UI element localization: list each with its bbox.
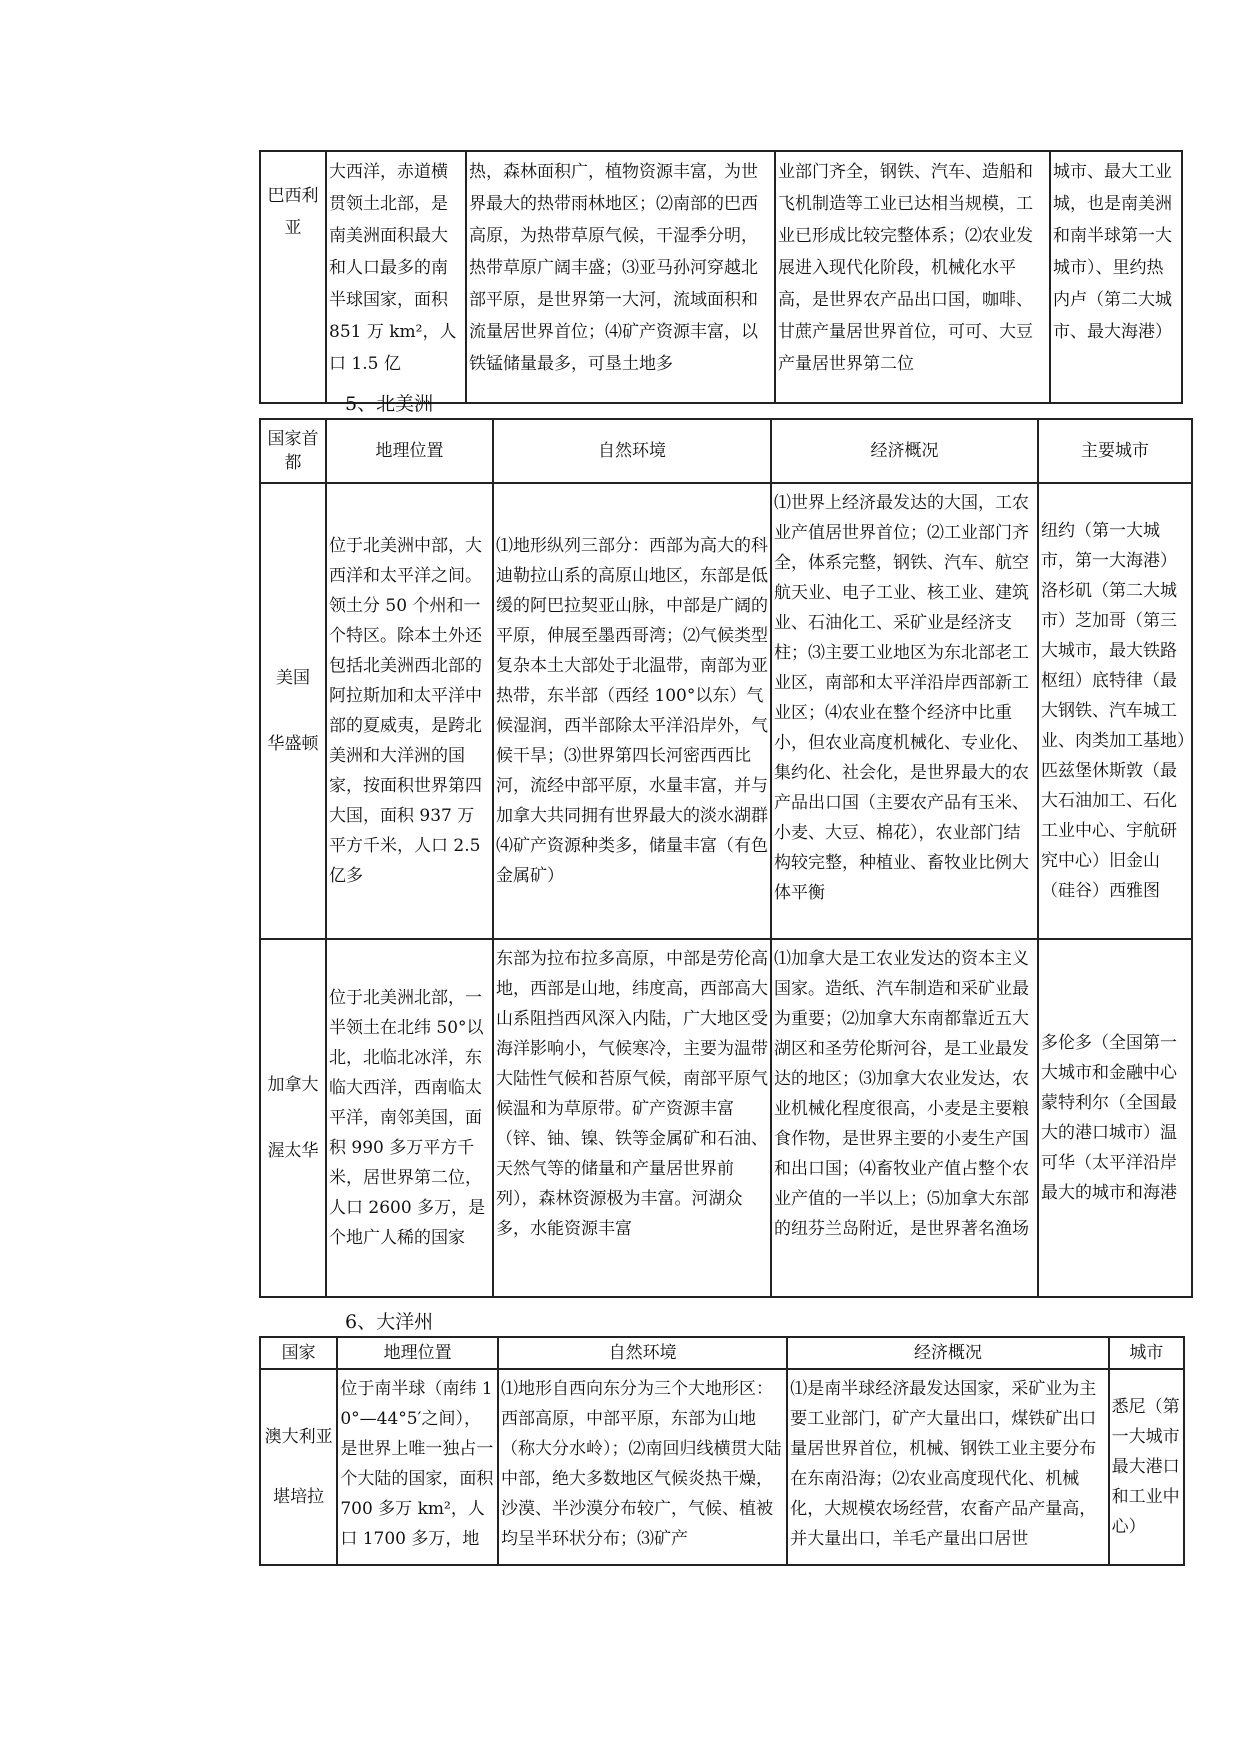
- table-header-row: [260, 419, 1192, 483]
- nature-cell: ⑴地形自西向东分为三个大地形区：西部高原，中部平原，东部为山地（称大分水岭）；⑵南回归线横贯大陆中部，绝大多数地区气候炎热干燥，沙漠、半沙漠分布较广，气候、植被均呈半环状分布；⑶矿产: [498, 1369, 787, 1565]
- nature-cell: 东部为拉布拉多高原，中部是劳伦高地，西部是山地，纬度高，西部高大山系阻挡西风深入内陆，广大地区受海洋影响小，气候寒冷，主要为温带大陆性气候和苔原气候，南部平原气候温和为草原带。矿产资源丰富（锌、铀、镍、铁等金属矿和石油、天然气等的储量和产量居世界前列），森林资源极为丰富。河湖众多，水能资源丰富: [493, 939, 771, 1297]
- header-cities: 主要城市: [1038, 419, 1192, 483]
- country-cell: [260, 939, 326, 1297]
- country-name: 加拿大: [267, 1075, 319, 1095]
- nature-cell: ⑴地形纵列三部分：西部为高大的科迪勒拉山系的高原山地区，东部是低缓的阿巴拉契亚山脉，中部是广阔的平原，伸展至墨西哥湾；⑵气候类型复杂本土大部处于北温带，南部为亚热带，东半部（西经 100°以东）气候湿润，西半部除太平洋沿岸外，气候干旱；⑶世界第四长河密西西比河，流经中部平原，水量丰富，并与加拿大共同拥有世界最大的淡水湖群⑷矿产资源种类多，储量丰富（有色金属矿）: [493, 483, 771, 939]
- location-cell: 位于北美洲北部，一半领土在北纬 50°以北，北临北冰洋，东临大西洋，西南临太平洋，南邻美国，面积 990 多万平方千米，居世界第二位，人口 2600 多万，是个地广人稀的国家: [326, 939, 493, 1297]
- economy-cell: 业部门齐全，钢铁、汽车、造船和飞机制造等工业已达相当规模，工业已形成比较完整体系；⑵农业发展进入现代化阶段，机械化水平高，是世界农产品出口国，咖啡、甘蔗产量居世界首位，可可、大豆产量居世界第二位: [775, 151, 1050, 403]
- cities-cell: 多伦多（全国第一大城市和金融中心蒙特利尔（全国最大的港口城市）温可华（太平洋沿岸最大的城市和海港: [1038, 939, 1192, 1297]
- location-cell: 大西洋，赤道横贯领土北部，是南美洲面积最大和人口最多的南半球国家，面积 851 万 km²，人口 1.5 亿: [326, 151, 466, 403]
- table-header-row: [260, 1337, 1184, 1369]
- capital-name: 华盛顿: [267, 734, 319, 754]
- economy-cell: ⑴是南半球经济最发达国家，采矿业为主要工业部门，矿产大量出口，煤铁矿出口量居世界首位，机械、钢铁工业主要分布在东南沿海；⑵农业高度现代化、机械化，大规模农场经营，农畜产品产量高，并大量出口，羊毛产量出口居世: [787, 1369, 1108, 1565]
- south-america-table: [259, 150, 1183, 404]
- header-country: 国家首都: [260, 419, 326, 483]
- location-cell: 位于北美洲中部，大西洋和太平洋之间。领土分 50 个州和一个特区。除本土外还包括北美洲西北部的阿拉斯加和太平洋中部的夏威夷，是跨北美洲和大洋洲的国家，按面积世界第四大国，面积 937 万平方千米，人口 2.5 亿多: [326, 483, 493, 939]
- economy-cell: ⑴世界上经济最发达的大国，工农业产值居世界首位；⑵工业部门齐全，体系完整，钢铁、汽车、航空航天业、电子工业、核工业、建筑业、石油化工、采矿业是经济支柱；⑶主要工业地区为东北部老工业区，南部和太平洋沿岸西部新工业区；⑷农业在整个经济中比重小，但农业高度机械化、专业化、集约化、社会化，是世界最大的农产品出口国（主要农产品有玉米、小麦、大豆、棉花），农业部门结构较完整，种植业、畜牧业比例大体平衡: [771, 483, 1038, 939]
- cities-cell: 纽约（第一大城市，第一大海港）洛杉矶（第二大城市）芝加哥（第三大城市，最大铁路枢纽）底特律（最大钢铁、汽车城工业、肉类加工基地）匹兹堡休斯敦（最大石油加工、石化工业中心、宇航研究中心）旧金山（硅谷）西雅图: [1038, 483, 1192, 939]
- country-cell: [260, 1369, 337, 1565]
- nature-cell: 热，森林面积广，植物资源丰富，为世界最大的热带雨林地区；⑵南部的巴西高原，为热带草原气候，干湿季分明，热带草原广阔丰盛；⑶亚马孙河穿越北部平原，是世界第一大河，流域面积和流量居世界首位；⑷矿产资源丰富，以铁锰储量最多，可垦土地多: [466, 151, 775, 403]
- header-economy: 经济概况: [787, 1337, 1108, 1369]
- header-economy: 经济概况: [771, 419, 1038, 483]
- section-heading-oceania: 6、大洋州: [345, 1311, 434, 1333]
- oceania-table: [259, 1336, 1185, 1566]
- north-america-table: [259, 418, 1193, 1298]
- capital-name: 渥太华: [267, 1141, 319, 1161]
- header-cities: 城市: [1109, 1337, 1184, 1369]
- table-row-brazil: [260, 151, 1182, 403]
- country-cell: [260, 151, 326, 403]
- cities-cell: 城市、最大工业城，也是南美洲和南半球第一大城市）、里约热内卢（第二大城市、最大海港）: [1050, 151, 1182, 403]
- country-cell: [260, 483, 326, 939]
- header-location: 地理位置: [337, 1337, 498, 1369]
- country-name: 美国: [276, 668, 310, 688]
- economy-cell: ⑴加拿大是工农业发达的资本主义国家。造纸、汽车制造和采矿业最为重要；⑵加拿大东南都靠近五大湖区和圣劳伦斯河谷，是工业最发达的地区；⑶加拿大农业发达，农业机械化程度很高，小麦是主要粮食作物，是世界主要的小麦生产国和出口国；⑷畜牧业产值占整个农业产值的一半以上；⑸加拿大东部的纽芬兰岛附近，是世界著名渔场: [771, 939, 1038, 1297]
- location-cell: 位于南半球（南纬 10°—44°5′之间），是世界上唯一独占一个大陆的国家，面积 700 多万 km²，人口 1700 多万，地: [337, 1369, 498, 1565]
- header-nature: 自然环境: [493, 419, 771, 483]
- header-location: 地理位置: [326, 419, 493, 483]
- table-row-canada: [260, 939, 1192, 1297]
- section-heading-north-america: 5、北美洲: [345, 393, 434, 415]
- table-row-usa: [260, 483, 1192, 939]
- country-name: 澳大利亚: [264, 1427, 333, 1447]
- header-country: 国家: [260, 1337, 337, 1369]
- table-row-australia: [260, 1369, 1184, 1565]
- country-name: 巴西利亚: [267, 186, 319, 238]
- header-nature: 自然环境: [498, 1337, 787, 1369]
- capital-name: 堪培拉: [273, 1487, 325, 1507]
- cities-cell: 悉尼（第一大城市最大港口和工业中心）: [1109, 1369, 1184, 1565]
